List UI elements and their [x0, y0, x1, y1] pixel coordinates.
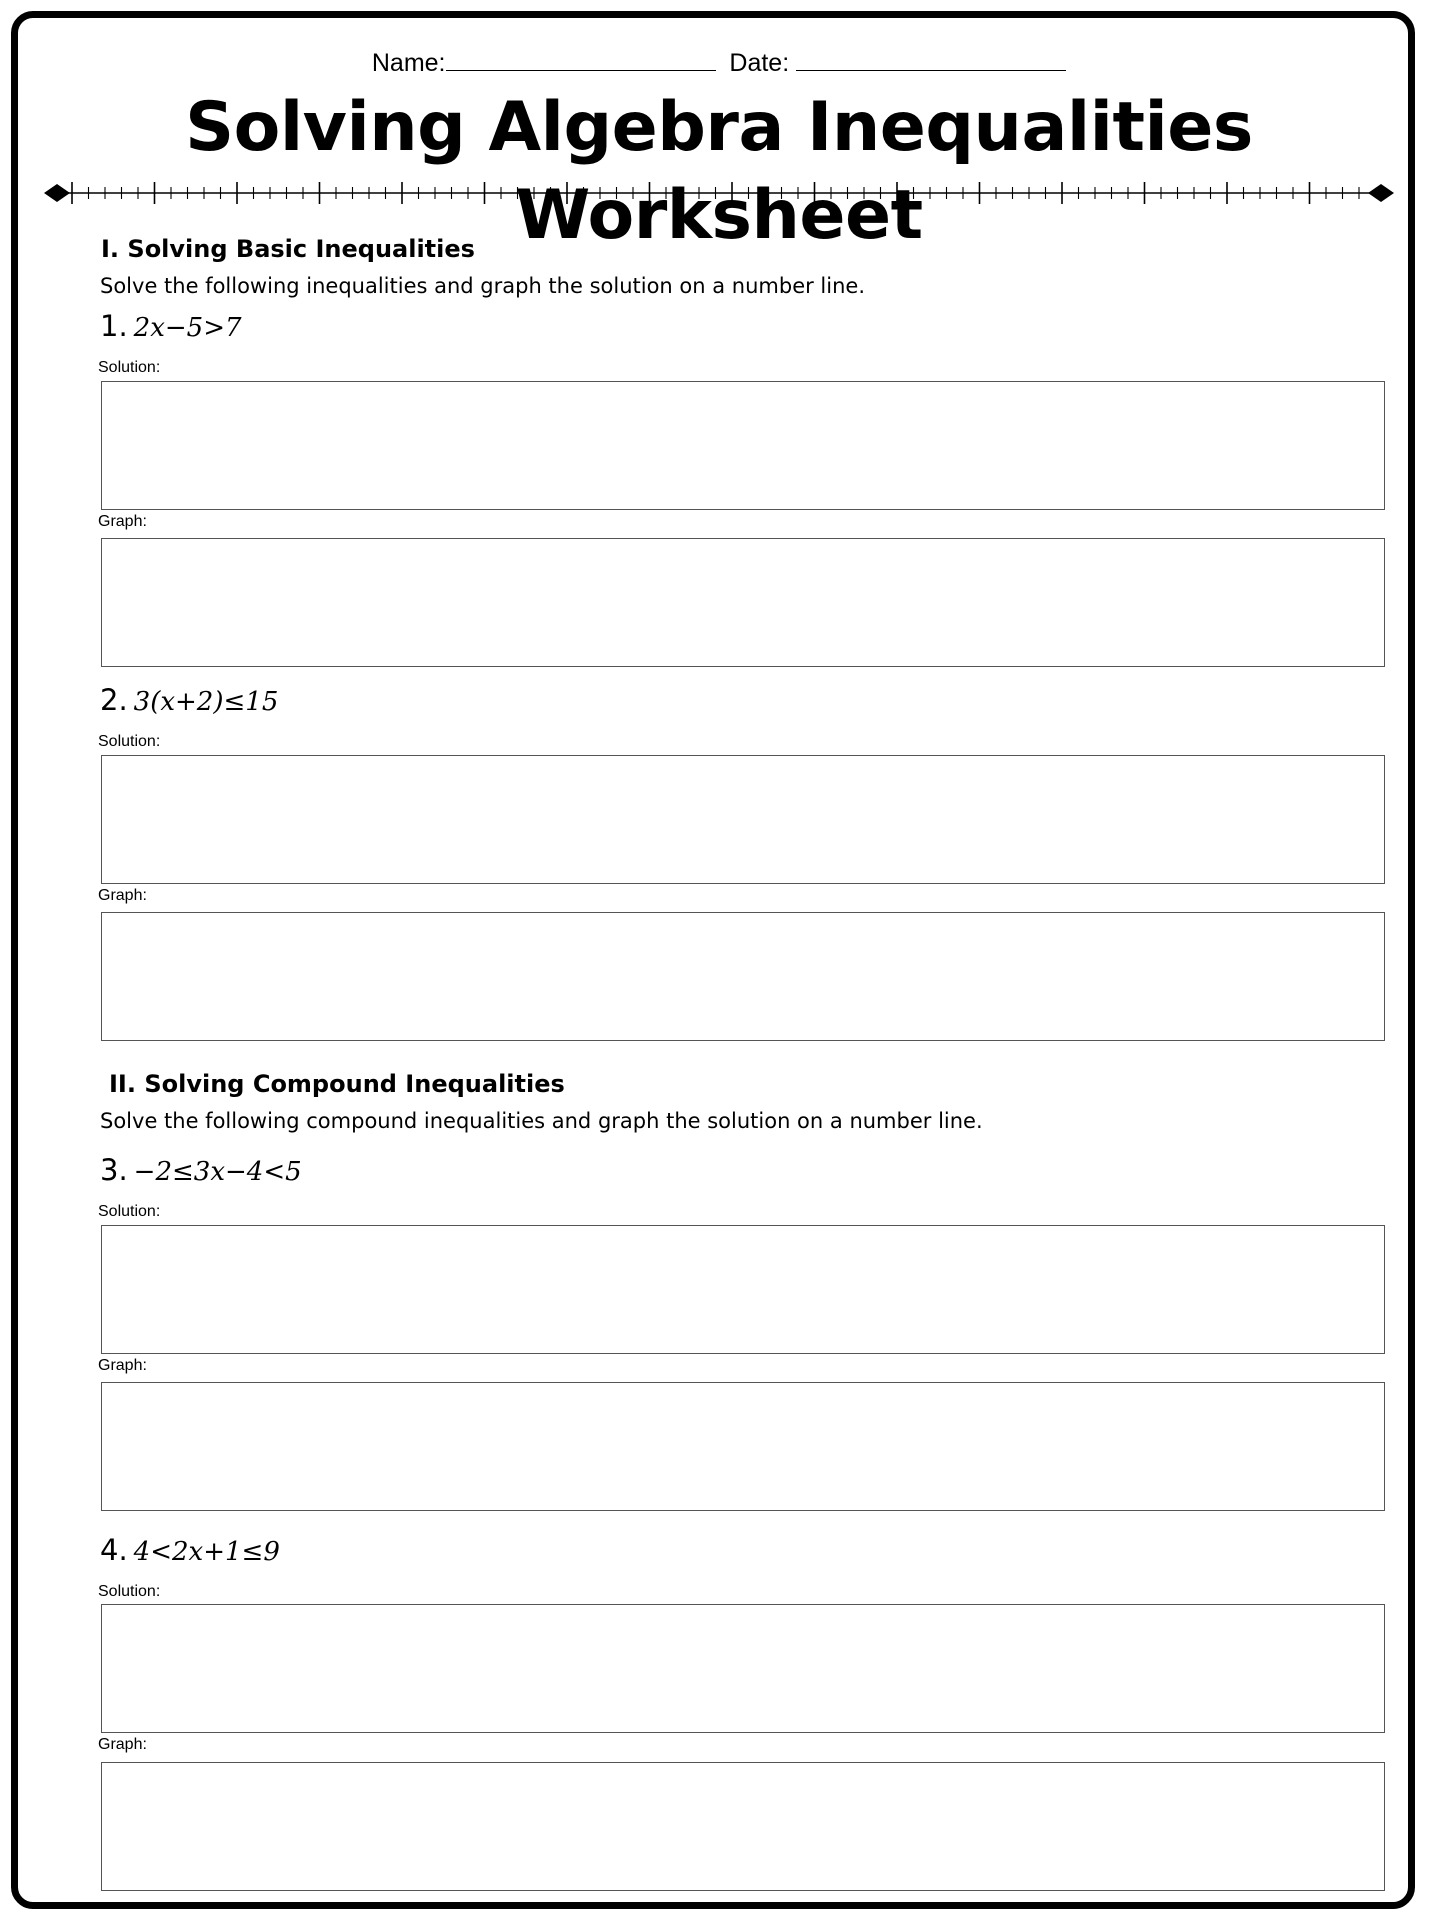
problem-2-solution-box[interactable]	[101, 755, 1385, 884]
problem-4-number: 4.	[100, 1533, 128, 1567]
problem-3-solution-box[interactable]	[101, 1225, 1385, 1354]
problem-2	[100, 680, 278, 726]
problem-1-expression: 2x−5>7	[133, 313, 242, 343]
problem-4-solution-label: Solution:	[98, 1583, 161, 1600]
problem-1-graph-label: Graph:	[98, 513, 147, 530]
date-blank[interactable]	[796, 46, 1066, 71]
problem-4-graph-box[interactable]	[101, 1762, 1385, 1891]
problem-1-solution-label: Solution:	[98, 359, 161, 376]
problem-3-number: 3.	[100, 1153, 128, 1187]
problem-4-solution-box[interactable]	[101, 1604, 1385, 1733]
problem-4-graph-label: Graph:	[98, 1736, 147, 1753]
problem-3-solution-label: Solution:	[98, 1203, 161, 1220]
name-blank[interactable]	[446, 46, 716, 71]
name-date-line	[0, 46, 1438, 79]
problem-2-solution-label: Solution:	[98, 733, 161, 750]
problem-4	[100, 1530, 280, 1576]
problem-3	[100, 1150, 302, 1196]
problem-1-number: 1.	[100, 309, 128, 343]
section-2-heading: II. Solving Compound Inequalities	[109, 1070, 565, 1098]
problem-3-graph-label: Graph:	[98, 1357, 147, 1374]
problem-2-graph-label: Graph:	[98, 887, 147, 904]
problem-4-expression: 4<2x+1≤9	[133, 1537, 280, 1567]
left-arrow-diamond-icon	[44, 184, 70, 202]
problem-2-graph-box[interactable]	[101, 912, 1385, 1041]
right-arrow-diamond-icon	[1368, 184, 1394, 202]
decorative-number-line	[0, 180, 1438, 210]
problem-2-number: 2.	[100, 683, 128, 717]
page-title: Solving Algebra Inequalities Worksheet	[185, 88, 1253, 255]
problem-3-expression: −2≤3x−4<5	[133, 1157, 302, 1187]
problem-1	[100, 306, 242, 352]
section-1-instructions: Solve the following inequalities and graph the solution on a number line.	[100, 274, 865, 298]
problem-3-graph-box[interactable]	[101, 1382, 1385, 1511]
problem-1-graph-box[interactable]	[101, 538, 1385, 667]
section-1-heading: I. Solving Basic Inequalities	[101, 235, 475, 263]
section-2-instructions: Solve the following compound inequalities and graph the solution on a number line.	[100, 1109, 983, 1133]
date-label: Date:	[729, 49, 790, 77]
problem-1-solution-box[interactable]	[101, 381, 1385, 510]
name-label: Name:	[371, 49, 446, 77]
problem-2-expression: 3(x+2)≤15	[133, 687, 279, 717]
